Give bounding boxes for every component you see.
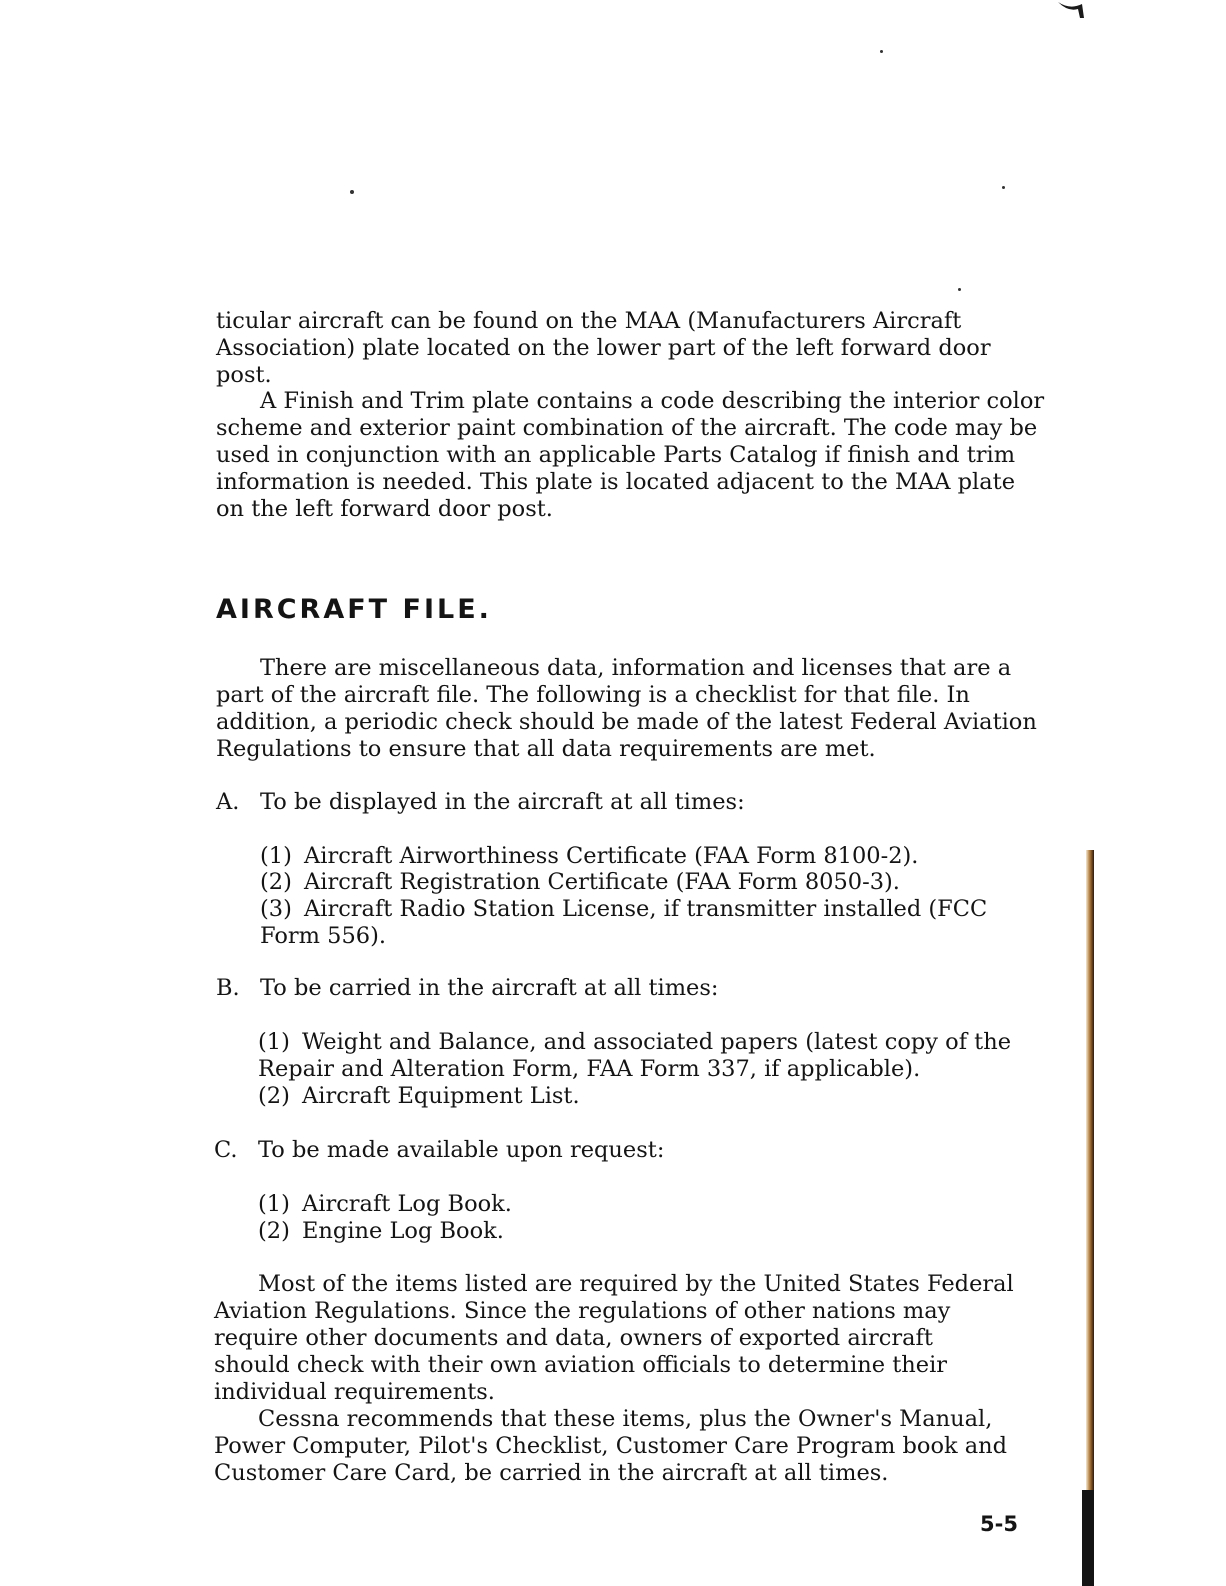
aircraft-file-paragraph: There are miscellaneous data, information and licenses that are a part of the aircraft file. The following is a checklist for that file. In addition, a periodic check should be made of the latest Federal Aviation Regulations to ensure that all data requirements are met.: [216, 655, 1037, 762]
list-item: [258, 1191, 512, 1218]
item-number: (2): [258, 1083, 290, 1109]
section-c-title-text: To be made available upon request:: [258, 1137, 665, 1163]
item-text: Aircraft Equipment List.: [302, 1083, 580, 1109]
item-text: Aircraft Log Book.: [302, 1191, 512, 1217]
finish-trim-paragraph: A Finish and Trim plate contains a code describing the interior color scheme and exterior paint combination of the aircraft. The code may be used in conjunction with an applicable Parts Catalog if finish and trim information is needed. This plate is located adjacent to the MAA plate on the left forward door post.: [216, 388, 1045, 522]
section-c-label: C.: [214, 1137, 238, 1163]
scan-speck: [350, 190, 354, 194]
item-number: (2): [258, 1218, 290, 1244]
item-text: Engine Log Book.: [302, 1218, 504, 1244]
item-number: (3): [260, 896, 292, 922]
item-text: Aircraft Airworthiness Certificate (FAA Form 8100-2).: [304, 843, 919, 869]
list-item: [258, 1083, 580, 1110]
scan-speck: [880, 50, 883, 53]
regulations-paragraph: Most of the items listed are required by the United States Federal Aviation Regulations. Since the regulations of other nations may require other documents and data, owners of exported aircraft should check with their own aviation officials to determine their individual requirements.: [214, 1271, 1014, 1405]
item-number: (1): [260, 843, 292, 869]
section-b-label: B.: [216, 975, 240, 1001]
item-text: Aircraft Radio Station License, if transmitter installed (FCC Form 556).: [260, 896, 988, 949]
section-c-title: [214, 1137, 664, 1164]
item-number: (1): [258, 1029, 290, 1055]
item-text: Weight and Balance, and associated papers (latest copy of the Repair and Alteration Form, FAA Form 337, if applicable).: [258, 1029, 1012, 1082]
section-b-title: [216, 975, 719, 1002]
section-b-title-text: To be carried in the aircraft at all times:: [260, 975, 719, 1001]
scan-speck: [958, 288, 961, 291]
recommend-paragraph: Cessna recommends that these items, plus the Owner's Manual, Power Computer, Pilot's Checklist, Customer Care Program book and Customer Care Card, be carried in the aircraft at all times.: [214, 1406, 1008, 1486]
list-item: [258, 1029, 1018, 1083]
corner-scan-mark: [1056, 0, 1086, 18]
list-item: [258, 1218, 504, 1245]
page-edge-shadow: [1082, 1490, 1094, 1586]
page-number: 5-5: [980, 1512, 1018, 1536]
section-heading: AIRCRAFT FILE.: [216, 594, 492, 625]
list-item: [260, 869, 900, 896]
list-item: [260, 843, 918, 870]
item-text: Aircraft Registration Certificate (FAA Form 8050-3).: [304, 869, 900, 895]
list-item: [260, 896, 1000, 950]
section-a-title-text: To be displayed in the aircraft at all times:: [260, 789, 745, 815]
item-number: (1): [258, 1191, 290, 1217]
scan-speck: [1002, 186, 1005, 189]
page-edge-strip: [1086, 850, 1094, 1586]
section-a-title: [216, 789, 745, 816]
intro-paragraph: ticular aircraft can be found on the MAA (Manufacturers Aircraft Association) plate located on the lower part of the left forward door post.: [216, 308, 991, 388]
section-a-label: A.: [216, 789, 240, 815]
item-number: (2): [260, 869, 292, 895]
